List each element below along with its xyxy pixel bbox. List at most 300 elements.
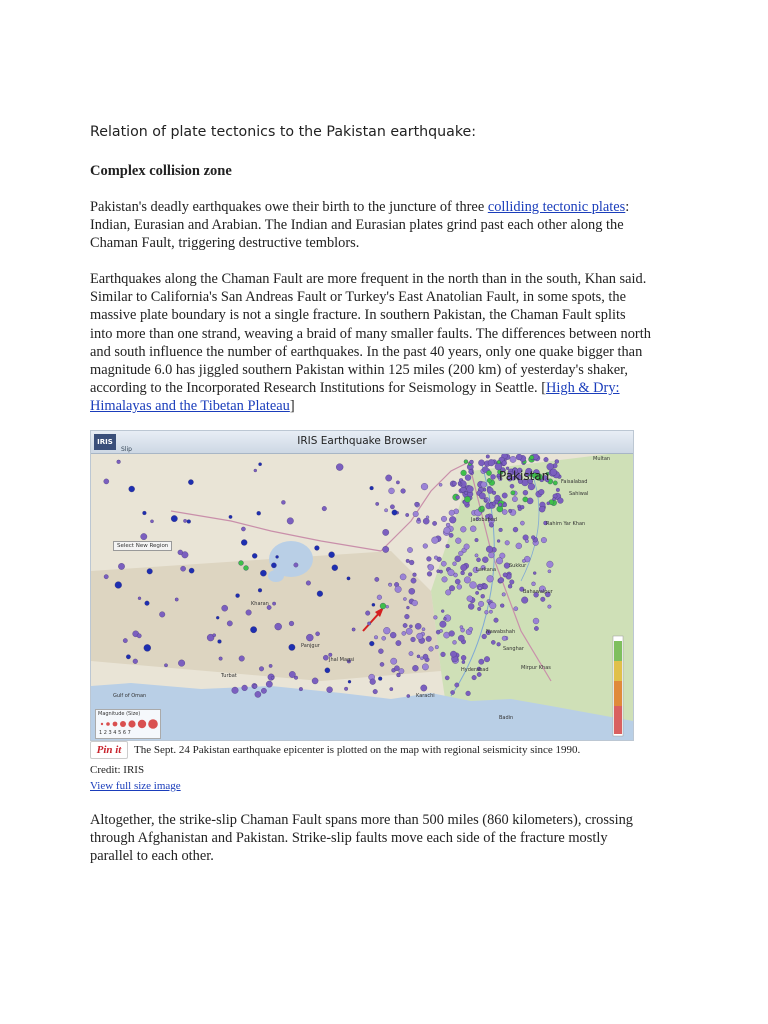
seismic-event-dot [464,544,470,550]
seismic-event-dot [446,544,450,548]
seismic-event-dot [407,547,412,552]
seismic-event-dot [400,574,406,580]
seismic-event-dot [216,616,219,619]
seismic-event-dot [299,687,303,691]
seismic-event-dot [239,561,244,566]
seismic-event-dot [448,569,455,576]
section-heading: Relation of plate tectonics to the Pakistan earthquake: [90,124,477,140]
earthquake-map-image[interactable] [90,430,634,741]
seismic-event-dot [508,584,512,588]
seismic-event-dot [466,691,471,696]
seismic-event-dot [488,459,495,466]
seismic-event-dot [412,665,418,671]
place-label: Kharan [251,601,269,607]
seismic-event-dot [259,667,264,672]
seismic-event-dot [406,513,409,516]
seismic-event-dot [502,509,507,514]
seismic-event-dot [477,607,481,611]
seismic-event-dot [479,659,484,664]
seismic-event-dot [406,628,412,634]
seismic-event-dot [516,454,522,460]
seismic-event-dot [415,623,421,629]
seismic-event-dot [528,483,535,490]
seismic-event-dot [550,469,557,476]
seismic-event-dot [486,546,493,553]
seismic-event-dot [272,602,275,605]
seismic-event-dot [421,685,427,691]
seismic-event-dot [391,658,397,664]
seismic-event-dot [390,687,393,690]
seismic-event-dot [411,578,416,583]
seismic-event-dot [219,657,223,661]
seismic-event-dot [470,460,474,464]
seismic-event-dot [104,479,109,484]
place-label: Panjgur [301,643,320,649]
seismic-event-dot [380,662,384,666]
seismic-event-dot [397,673,401,677]
seismic-event-dot [347,577,350,580]
seismic-event-dot [432,537,439,544]
seismic-event-dot [514,607,518,611]
seismic-event-dot [271,676,274,679]
high-and-dry-link[interactable]: High & Dry: [545,380,620,397]
seismic-event-dot [475,591,478,594]
seismic-event-dot [457,584,462,589]
paragraph-2 [90,270,690,416]
figure-caption: The Sept. 24 Pakistan earthquake epicenter is plotted on the map with regional seismicity since 1990. [134,744,581,757]
seismic-event-dot [253,684,257,688]
place-label: Sahiwal [569,491,589,497]
seismic-event-dot [372,603,375,606]
seismic-event-dot [369,641,374,646]
seismic-event-dot [523,497,528,502]
seismic-event-dot [254,469,257,472]
seismic-event-dot [484,499,488,503]
seismic-event-dot [246,610,252,616]
seismic-event-dot [539,489,545,495]
seismic-event-dot [412,600,418,606]
seismic-event-dot [378,677,382,681]
seismic-event-dot [429,647,434,652]
seismic-event-dot [260,570,266,576]
map-title: IRIS Earthquake Browser [297,435,427,447]
seismic-event-dot [178,550,183,555]
seismic-event-dot [494,618,499,623]
seismic-event-dot [502,593,506,597]
seismic-event-dot [413,573,417,577]
seismic-event-dot [373,689,378,694]
seismic-event-dot [315,546,320,551]
seismic-event-dot [258,588,262,592]
seismic-event-dot [497,506,503,512]
seismic-event-dot [325,668,330,673]
seismic-event-dot [275,623,282,630]
seismic-event-dot [415,502,419,506]
seismic-event-dot [548,605,552,609]
seismic-event-dot [492,491,496,495]
seismic-event-dot [394,666,399,671]
seismic-event-dot [521,597,528,604]
seismic-event-dot [464,577,471,584]
seismic-event-dot [500,604,504,608]
seismic-event-dot [497,642,501,646]
seismic-event-dot [261,688,266,693]
seismic-event-dot [181,566,186,571]
seismic-event-dot [241,540,247,546]
seismic-event-dot [476,558,480,562]
seismic-event-dot [276,555,279,558]
seismic-event-dot [395,586,402,593]
seismic-event-dot [497,460,501,464]
seismic-event-dot [239,656,245,662]
seismic-event-dot [312,678,318,684]
seismic-event-dot [423,518,429,524]
seismic-event-dot [323,655,328,660]
seismic-event-dot [452,481,457,486]
seismic-event-dot [440,621,447,628]
seismic-event-dot [470,582,477,589]
seismic-event-dot [481,594,485,598]
seismic-event-dot [242,685,248,691]
seismic-event-dot [449,510,455,516]
seismic-event-dot [413,511,419,517]
seismic-event-dot [386,605,389,608]
p1-line2: Indian, Eurasian and Arabian. The Indian and Eurasian plates grind past each other along the [90,217,624,234]
seismic-event-dot [510,484,514,488]
seismic-event-dot [458,482,461,485]
seismic-event-dot [281,500,285,504]
seismic-event-dot [123,638,127,642]
place-label: Larkana [476,567,497,573]
seismic-event-dot [396,481,399,484]
seismic-event-dot [441,610,444,613]
p2-line8-bracket: ] [289,398,295,415]
seismic-event-dot [441,652,446,657]
seismic-event-dot [370,679,376,685]
seismic-event-dot [458,635,464,641]
place-label: Jhal Magsi [329,657,355,663]
seismic-event-dot [435,645,439,649]
seismic-event-dot [294,563,298,567]
seismic-event-dot [539,506,545,512]
map-canvas [91,431,633,740]
seismic-event-dot [532,582,536,586]
seismic-event-dot [377,595,382,600]
seismic-event-dot [269,664,272,667]
seismic-event-dot [396,640,401,645]
seismic-event-dot [472,675,477,680]
seismic-event-dot [548,570,551,573]
seismic-event-dot [460,626,463,629]
seismic-event-dot [164,664,167,667]
seismic-event-dot [455,556,461,562]
p1-line3: Chaman Fault, triggering destructive temblors. [90,235,360,252]
seismic-event-dot [444,527,451,534]
seismic-event-dot [409,651,413,655]
seismic-event-dot [489,523,494,528]
seismic-event-dot [432,521,436,525]
seismic-event-dot [422,628,425,631]
seismic-event-dot [556,488,560,492]
seismic-event-dot [370,486,374,490]
seismic-event-dot [449,533,453,537]
seismic-event-dot [461,470,467,476]
seismic-event-dot [453,562,457,566]
seismic-event-dot [392,510,397,515]
seismic-event-dot [376,502,379,505]
seismic-event-dot [443,617,446,620]
seismic-event-dot [402,631,406,635]
seismic-event-dot [384,509,387,512]
place-label: Bahawalpur [523,589,553,595]
seismic-event-dot [450,651,456,657]
seismic-event-dot [399,668,404,673]
seismic-event-dot [558,498,564,504]
seismic-event-dot [460,526,466,532]
seismic-event-dot [417,518,420,521]
seismic-event-dot [289,621,294,626]
seismic-event-dot [499,577,504,582]
place-label: Sanghar [503,646,524,652]
seismic-event-dot [486,455,490,459]
seismic-event-dot [489,610,492,613]
seismic-event-dot [451,690,455,694]
seismic-event-dot [189,568,194,573]
image-credit: Credit: IRIS [90,764,145,776]
seismic-event-dot [458,551,463,556]
seismic-event-dot [428,565,434,571]
seismic-event-dot [417,633,423,639]
seismic-event-dot [380,603,386,609]
seismic-event-dot [495,495,501,501]
slip-label: Slip [121,446,132,453]
seismic-event-dot [403,623,407,627]
seismic-event-dot [496,558,503,565]
seismic-event-dot [236,594,240,598]
seismic-event-dot [491,640,495,644]
seismic-event-dot [294,676,298,680]
seismic-event-dot [289,644,295,650]
place-label: Karachi [416,693,435,699]
seismic-event-dot [383,627,390,634]
seismic-event-dot [407,694,410,697]
seismic-event-dot [456,496,460,500]
seismic-event-dot [449,631,455,637]
seismic-event-dot [461,564,467,570]
seismic-event-dot [244,566,249,571]
paragraph-1 [90,198,690,253]
seismic-event-dot [440,629,443,632]
pin-it-button[interactable]: Pin it [90,741,128,759]
seismic-event-dot [516,543,522,549]
seismic-event-dot [159,612,165,618]
seismic-event-dot [405,614,410,619]
seismic-event-dot [409,625,412,628]
seismic-event-dot [406,559,410,563]
seismic-event-dot [468,573,472,577]
seismic-event-dot [144,644,151,651]
seismic-event-dot [510,456,516,462]
seismic-event-dot [389,488,395,494]
himalayas-link[interactable]: Himalayas and the Tibetan Plateau [90,398,290,415]
seismic-event-dot [145,601,150,606]
seismic-event-dot [427,557,432,562]
seismic-event-dot [317,591,323,597]
seismic-event-dot [266,681,272,687]
seismic-event-dot [143,511,147,515]
seismic-event-dot [520,505,524,509]
seismic-event-dot [183,519,186,522]
seismic-event-dot [104,575,108,579]
seismic-event-dot [520,521,524,525]
seismic-event-dot [348,680,351,683]
place-label: Badin [499,715,514,721]
seismic-event-dot [175,598,178,601]
seismic-event-dot [423,654,428,659]
place-label: Sukkur [509,563,527,569]
seismic-event-dot [478,601,484,607]
seismic-event-dot [531,536,535,540]
seismic-event-dot [487,478,491,482]
seismic-event-dot [491,474,496,479]
seismic-event-dot [497,540,500,543]
seismic-event-dot [406,606,409,609]
seismic-event-dot [375,577,379,581]
seismic-event-dot [553,481,557,485]
view-full-size-link[interactable]: View full size image [90,780,181,792]
seismic-event-dot [118,563,124,569]
seismic-event-dot [287,518,294,525]
seismic-event-dot [367,622,370,625]
seismic-event-dot [478,586,481,589]
seismic-event-dot [441,516,447,522]
seismic-event-dot [229,515,232,518]
seismic-event-dot [498,503,502,507]
seismic-event-dot [502,636,507,641]
seismic-event-dot [403,597,406,600]
seismic-event-dot [544,457,549,462]
seismic-event-dot [482,557,488,563]
seismic-event-dot [461,571,465,575]
seismic-event-dot [411,637,416,642]
seismic-event-dot [390,632,396,638]
seismic-event-dot [271,563,276,568]
seismic-event-dot [534,626,538,630]
seismic-event-dot [464,496,470,502]
place-label: Turbat [221,673,237,679]
seismic-event-dot [434,616,438,620]
seismic-event-dot [541,597,546,602]
seismic-event-dot [485,610,489,614]
seismic-event-dot [306,634,313,641]
seismic-event-dot [490,602,497,609]
seismic-event-dot [455,683,459,687]
place-label: Jacobabad [471,517,497,523]
p2-line: Earthquakes along the Chaman Fault are more frequent in the north than in the south, Khan said. [90,271,647,287]
seismic-event-dot [469,470,473,474]
seismic-event-dot [533,618,539,624]
seismic-event-dot [133,659,138,664]
seismic-event-dot [383,529,389,535]
seismic-event-dot [382,636,386,640]
seismic-event-dot [439,483,442,486]
p2-line: and south influence the number of earthquakes. In the past 40 years, only one quake bigger than [90,343,643,360]
seismic-event-dot [126,655,130,659]
seismic-event-dot [484,656,490,662]
seismic-event-dot [502,461,507,466]
seismic-event-dot [470,526,476,532]
seismic-event-dot [547,502,550,505]
seismic-event-dot [178,660,185,667]
p2-line: into more than one strand, weaving a braid of many smaller faults. The differences between north [90,325,651,342]
seismic-event-dot [481,482,487,488]
seismic-event-dot [386,475,392,481]
p1-line1-text: Pakistan's deadly earthquakes owe their birth to the juncture of three [90,199,488,215]
seismic-event-dot [502,493,507,498]
seismic-event-dot [503,503,507,507]
seismic-event-dot [137,634,141,638]
place-label: Nawabshah [486,629,516,635]
seismic-event-dot [259,463,262,466]
place-label: Gulf of Oman [113,693,147,699]
seismic-event-dot [462,661,465,664]
paragraph-3 [90,811,690,866]
seismic-event-dot [241,527,245,531]
p3-line: parallel to each other. [90,848,214,865]
seismic-event-dot [423,544,428,549]
select-region-button[interactable]: Select New Region [113,541,172,551]
seismic-event-dot [389,583,392,586]
seismic-event-dot [445,590,451,596]
seismic-event-dot [533,572,536,575]
p3-line: Altogether, the strike-slip Chaman Fault spans more than 500 miles (860 kilometers), crossing [90,812,633,828]
place-label: Mirpur Khas [521,665,551,671]
seismic-event-dot [499,528,503,532]
seismic-event-dot [427,572,432,577]
seismic-event-dot [222,605,228,611]
subheading: Complex collision zone [90,163,232,179]
p1-line1-colon: : [625,199,630,215]
place-label: Rahim Yar Khan [546,521,586,527]
seismic-event-dot [255,691,261,697]
seismic-event-dot [117,460,121,464]
seismic-event-dot [486,470,491,475]
seismic-event-dot [316,632,320,636]
seismic-event-dot [390,505,394,509]
legend-title: Magnitude (Size) [98,711,141,717]
seismic-event-dot [409,560,414,565]
seismic-event-dot [467,596,473,602]
seismic-event-dot [469,627,473,631]
seismic-event-dot [510,580,515,585]
place-label: Multan [593,456,611,462]
seismic-event-dot [513,527,518,532]
p2-line: massive plate boundary is not a single fracture. In southern Pakistan, the Chaman Fault splits [90,307,626,324]
seismic-event-dot [187,520,191,524]
seismic-event-dot [306,581,311,586]
seismic-event-dot [336,464,343,471]
seismic-event-dot [464,460,468,464]
iris-logo: IRIS [94,434,116,450]
legend-circles [98,718,158,730]
seismic-event-dot [417,655,420,658]
seismic-event-dot [426,516,429,519]
seismic-event-dot [344,687,348,691]
seismic-event-dot [378,649,383,654]
colliding-plates-link[interactable]: colliding tectonic plates [487,199,626,215]
seismic-event-dot [455,538,461,544]
seismic-event-dot [511,491,515,495]
